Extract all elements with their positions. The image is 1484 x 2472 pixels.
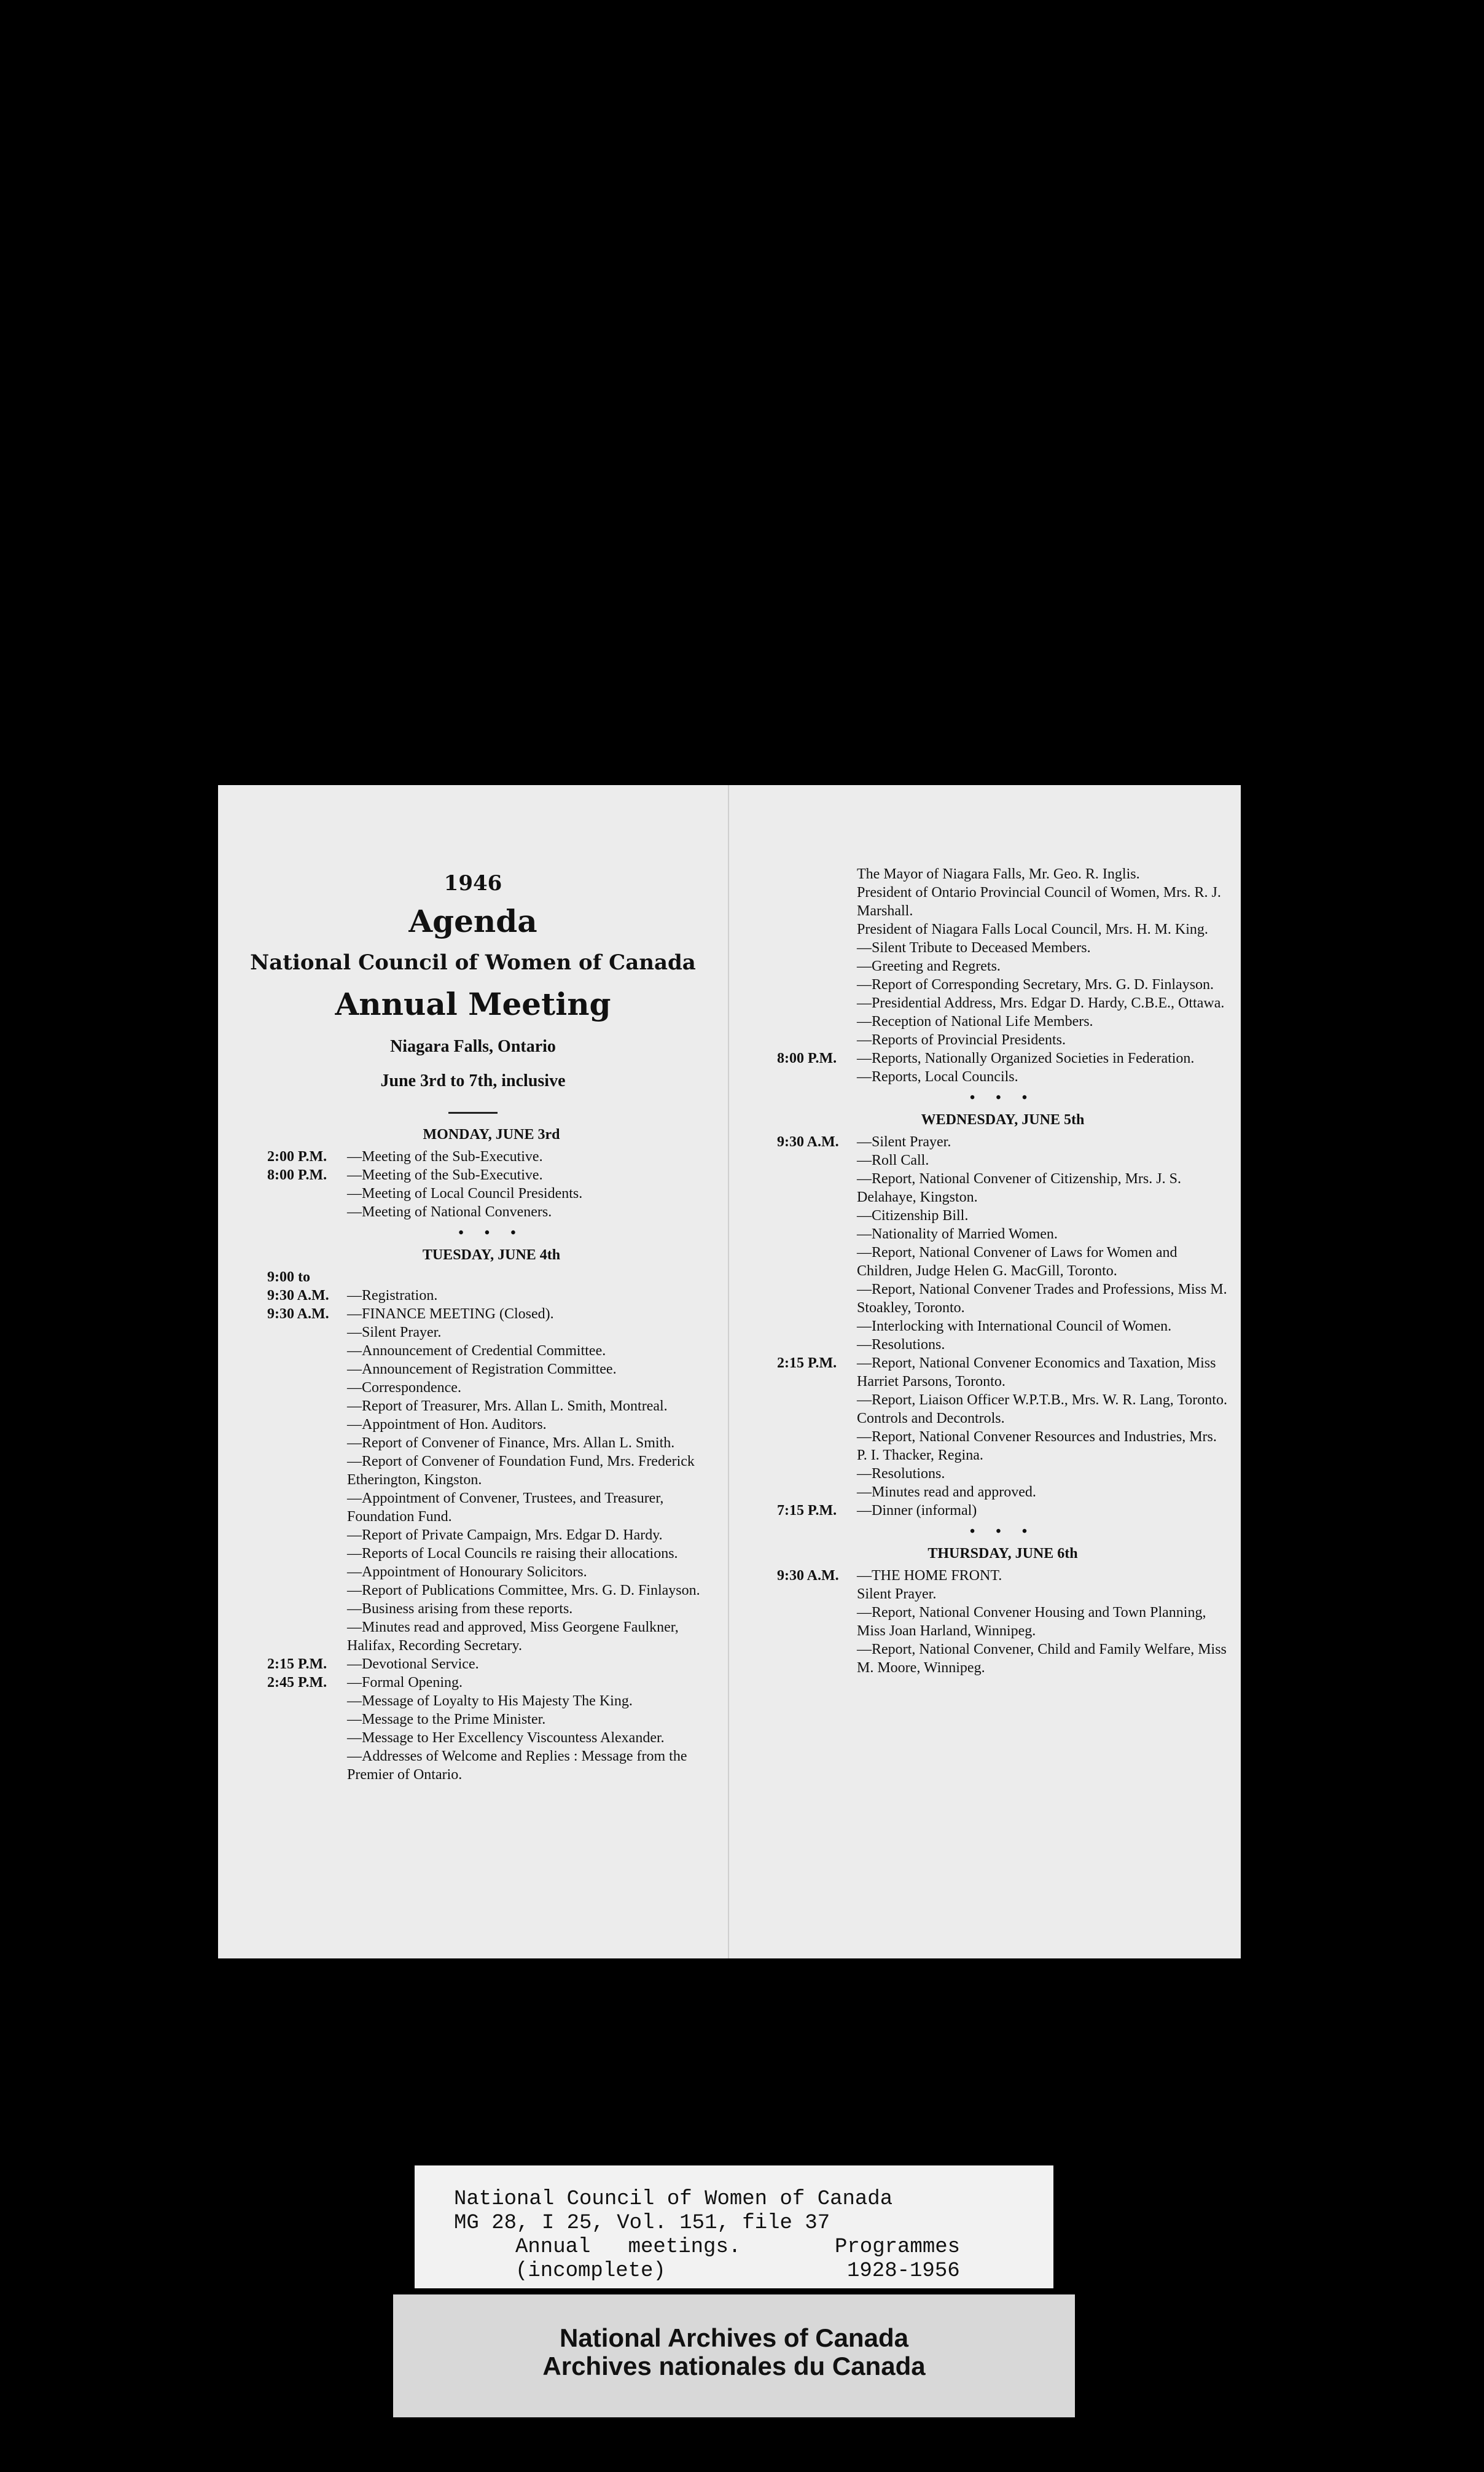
section-divider: • • • — [969, 1090, 1036, 1106]
agenda-time — [777, 883, 857, 920]
agenda-row — [267, 1729, 716, 1747]
agenda-row — [777, 1501, 1228, 1520]
agenda-item: —Report of Treasurer, Mrs. Allan L. Smith, Montreal. — [347, 1398, 668, 1414]
agenda-row — [777, 1133, 1228, 1151]
agenda-item: —Business arising from these reports. — [347, 1601, 573, 1617]
agenda-item: —Report of Publications Committee, Mrs. G. D. Finlayson. — [347, 1582, 700, 1598]
meeting-dates: June 3rd to 7th, inclusive — [380, 1071, 566, 1090]
agenda-time: 9:30 A.M. — [777, 1568, 839, 1584]
agenda-row — [777, 1243, 1228, 1280]
agenda-row — [267, 1397, 716, 1415]
right-agenda-body — [777, 865, 1228, 1677]
agenda-row — [267, 1184, 716, 1203]
agenda-time — [777, 976, 857, 994]
section-divider: • • • — [458, 1225, 525, 1241]
thursday-schedule — [777, 1567, 1228, 1677]
archives-name-en: National Archives of Canada — [560, 2323, 908, 2352]
agenda-time — [777, 1031, 857, 1049]
agenda-row — [777, 1354, 1228, 1391]
agenda-row — [777, 1603, 1228, 1640]
organization-name: National Council of Women of Canada — [250, 950, 696, 975]
agenda-item: —Message of Loyalty to His Majesty The King. — [347, 1693, 633, 1709]
wednesday-schedule — [777, 1133, 1228, 1520]
agenda-time: 9:00 to — [267, 1269, 310, 1285]
agenda-time — [777, 994, 857, 1012]
agenda-time: 8:00 P.M. — [777, 1050, 837, 1066]
agenda-item: —Meeting of Local Council Presidents. — [347, 1186, 583, 1202]
agenda-time — [777, 1225, 857, 1243]
agenda-item: —Report, National Convener Housing and Town Planning, Miss Joan Harland, Winnipeg. — [857, 1605, 1206, 1639]
agenda-row — [777, 883, 1228, 920]
agenda-time — [777, 1068, 857, 1086]
agenda-time — [267, 1600, 347, 1618]
agenda-row — [777, 1049, 1228, 1068]
label-line-3-right: Programmes — [835, 2235, 961, 2259]
agenda-row — [267, 1323, 716, 1342]
label-line-2: MG 28, I 25, Vol. 151, file 37 — [454, 2212, 830, 2235]
agenda-time — [267, 1415, 347, 1434]
agenda-item: Silent Prayer. — [857, 1586, 937, 1602]
archives-stamp — [393, 2294, 1075, 2417]
tuesday-schedule — [267, 1268, 716, 1784]
agenda-row — [777, 920, 1228, 939]
agenda-row — [777, 1012, 1228, 1031]
agenda-row — [267, 1489, 716, 1526]
agenda-time — [777, 1243, 857, 1280]
agenda-row — [777, 994, 1228, 1012]
agenda-item: —Reports of Provincial Presidents. — [857, 1032, 1066, 1048]
agenda-time — [777, 865, 857, 883]
annual-meeting-title: Annual Meeting — [335, 986, 611, 1022]
agenda-item: —Minutes read and approved, Miss Georgene Faulkner, Halifax, Recording Secretary. — [347, 1619, 679, 1654]
agenda-item: —Resolutions. — [857, 1466, 945, 1482]
agenda-time — [267, 1581, 347, 1600]
agenda-row — [777, 1207, 1228, 1225]
agenda-time — [777, 1465, 857, 1483]
agenda-time — [267, 1544, 347, 1563]
agenda-item: —Citizenship Bill. — [857, 1208, 969, 1224]
agenda-time — [267, 1563, 347, 1581]
agenda-row — [777, 1567, 1228, 1585]
agenda-item: —Report, National Convener Trades and Professions, Miss M. Stoakley, Toronto. — [857, 1281, 1227, 1316]
agenda-item: —Addresses of Welcome and Replies : Message from the Premier of Ontario. — [347, 1748, 687, 1783]
agenda-time — [777, 1640, 857, 1677]
agenda-time: 2:15 P.M. — [777, 1355, 837, 1371]
agenda-row — [777, 1585, 1228, 1603]
agenda-row — [777, 1428, 1228, 1465]
agenda-row — [267, 1544, 716, 1563]
agenda-item: —Roll Call. — [857, 1152, 929, 1168]
agenda-item: —Appointment of Convener, Trustees, and Treasurer, Foundation Fund. — [347, 1490, 664, 1525]
agenda-item: —Minutes read and approved. — [857, 1484, 1036, 1500]
agenda-time — [267, 1434, 347, 1452]
agenda-row — [777, 1170, 1228, 1207]
agenda-item: —Report of Corresponding Secretary, Mrs. G. D. Finlayson. — [857, 977, 1214, 993]
agenda-row — [777, 1225, 1228, 1243]
agenda-item — [347, 1268, 716, 1286]
agenda-row — [267, 1166, 716, 1184]
agenda-item: —Report, National Convener of Citizenship, Mrs. J. S. Delahaye, Kingston. — [857, 1171, 1181, 1205]
agenda-time — [267, 1526, 347, 1544]
agenda-row — [267, 1379, 716, 1397]
agenda-item: —Correspondence. — [347, 1380, 461, 1396]
agenda-time — [777, 1012, 857, 1031]
archive-file-label — [415, 2165, 1053, 2288]
agenda-time — [777, 1603, 857, 1640]
agenda-item: —Formal Opening. — [347, 1675, 463, 1691]
agenda-item: —Nationality of Married Women. — [857, 1226, 1058, 1242]
agenda-row — [777, 1391, 1228, 1428]
agenda-row — [267, 1673, 716, 1692]
agenda-item: —Greeting and Regrets. — [857, 958, 1001, 974]
agenda-row — [267, 1692, 716, 1710]
agenda-row — [267, 1563, 716, 1581]
agenda-time — [267, 1710, 347, 1729]
section-divider: • • • — [969, 1523, 1036, 1539]
agenda-item: —Devotional Service. — [347, 1656, 479, 1672]
agenda-row — [777, 976, 1228, 994]
agenda-item: —Report, National Convener Economics and Taxation, Miss Harriet Parsons, Toronto. — [857, 1355, 1216, 1390]
agenda-time: 2:45 P.M. — [267, 1675, 327, 1691]
agenda-row — [777, 1280, 1228, 1317]
agenda-item: —Announcement of Credential Committee. — [347, 1343, 606, 1359]
agenda-row — [267, 1415, 716, 1434]
agenda-document — [218, 785, 1241, 1958]
agenda-row — [777, 1068, 1228, 1086]
meeting-place: Niagara Falls, Ontario — [390, 1037, 556, 1056]
agenda-row — [267, 1360, 716, 1379]
agenda-row — [777, 1465, 1228, 1483]
agenda-time — [777, 1428, 857, 1465]
agenda-item: —Silent Tribute to Deceased Members. — [857, 940, 1091, 956]
agenda-row — [777, 1031, 1228, 1049]
agenda-row — [267, 1268, 716, 1286]
agenda-item: —Appointment of Hon. Auditors. — [347, 1417, 547, 1433]
agenda-time — [267, 1692, 347, 1710]
agenda-time — [777, 1317, 857, 1336]
monday-heading: MONDAY, JUNE 3rd — [423, 1127, 560, 1143]
agenda-row — [777, 865, 1228, 883]
agenda-item: President of Niagara Falls Local Council, Mrs. H. M. King. — [857, 921, 1208, 937]
agenda-row — [267, 1434, 716, 1452]
agenda-item: —Report, Liaison Officer W.P.T.B., Mrs. W. R. Lang, Toronto. Controls and Decontrols. — [857, 1392, 1227, 1426]
agenda-row — [267, 1600, 716, 1618]
agenda-time — [777, 1391, 857, 1428]
agenda-title: Agenda — [408, 903, 537, 939]
agenda-item: —Report of Private Campaign, Mrs. Edgar D. Hardy. — [347, 1527, 663, 1543]
agenda-row — [777, 1640, 1228, 1677]
monday-schedule — [267, 1148, 716, 1221]
agenda-row — [267, 1581, 716, 1600]
agenda-item: —Message to Her Excellency Viscountess Alexander. — [347, 1730, 665, 1746]
agenda-item: —Appointment of Honourary Solicitors. — [347, 1564, 587, 1580]
agenda-time — [267, 1323, 347, 1342]
agenda-row — [267, 1286, 716, 1305]
agenda-time — [777, 1170, 857, 1207]
agenda-item: —Silent Prayer. — [857, 1134, 951, 1150]
agenda-time: 8:00 P.M. — [267, 1167, 327, 1183]
agenda-item: —Meeting of National Conveners. — [347, 1204, 552, 1220]
agenda-item: —Reports of Local Councils re raising their allocations. — [347, 1546, 678, 1562]
agenda-time — [777, 1207, 857, 1225]
agenda-item: —Reports, Nationally Organized Societies in Federation. — [857, 1050, 1195, 1066]
agenda-item: —Reception of National Life Members. — [857, 1014, 1093, 1030]
agenda-time — [267, 1342, 347, 1360]
agenda-item: —Silent Prayer. — [347, 1324, 442, 1340]
tuesday-continued-schedule — [777, 865, 1228, 1086]
agenda-item: President of Ontario Provincial Council of Women, Mrs. R. J. Marshall. — [857, 885, 1221, 919]
agenda-time — [777, 1336, 857, 1354]
agenda-item: —Announcement of Registration Committee. — [347, 1361, 617, 1377]
agenda-time: 2:00 P.M. — [267, 1149, 327, 1165]
agenda-item: —Reports, Local Councils. — [857, 1069, 1018, 1085]
agenda-row — [267, 1342, 716, 1360]
agenda-item: —Registration. — [347, 1288, 438, 1304]
agenda-time: 9:30 A.M. — [267, 1306, 329, 1322]
agenda-row — [777, 1336, 1228, 1354]
agenda-header — [218, 871, 728, 1114]
label-line-4-left: (incomplete) — [515, 2259, 666, 2283]
agenda-row — [267, 1710, 716, 1729]
label-line-1: National Council of Women of Canada — [454, 2188, 893, 2211]
thursday-heading: THURSDAY, JUNE 6th — [928, 1546, 1078, 1562]
agenda-row — [267, 1618, 716, 1655]
agenda-item: —Message to the Prime Minister. — [347, 1711, 546, 1727]
agenda-item: —Resolutions. — [857, 1337, 945, 1353]
agenda-row — [267, 1526, 716, 1544]
agenda-row — [267, 1655, 716, 1673]
agenda-item: —Report of Convener of Finance, Mrs. Allan L. Smith. — [347, 1435, 675, 1451]
agenda-time — [777, 1280, 857, 1317]
agenda-time — [777, 939, 857, 957]
center-fold — [728, 785, 729, 1958]
agenda-time — [267, 1489, 347, 1526]
agenda-row — [777, 939, 1228, 957]
agenda-time — [267, 1203, 347, 1221]
agenda-time: 9:30 A.M. — [267, 1288, 329, 1304]
agenda-row — [777, 1151, 1228, 1170]
agenda-time — [777, 920, 857, 939]
agenda-time — [777, 1585, 857, 1603]
agenda-time: 9:30 A.M. — [777, 1134, 839, 1150]
agenda-row — [267, 1452, 716, 1489]
agenda-item: —Report, National Convener of Laws for Women and Children, Judge Helen G. MacGill, Toronto. — [857, 1245, 1177, 1279]
agenda-time — [267, 1360, 347, 1379]
agenda-time: 2:15 P.M. — [267, 1656, 327, 1672]
agenda-time — [267, 1379, 347, 1397]
left-agenda-body — [267, 1122, 716, 1784]
agenda-time — [267, 1729, 347, 1747]
tuesday-heading: TUESDAY, JUNE 4th — [422, 1247, 561, 1263]
agenda-row — [777, 1483, 1228, 1501]
agenda-time — [267, 1618, 347, 1655]
agenda-item: —Report, National Convener, Child and Family Welfare, Miss M. Moore, Winnipeg. — [857, 1641, 1227, 1676]
label-line-3-left: Annual meetings. — [515, 2235, 741, 2259]
agenda-time — [777, 957, 857, 976]
agenda-row — [777, 1317, 1228, 1336]
agenda-item: —Dinner (informal) — [857, 1503, 977, 1519]
agenda-item: —Presidential Address, Mrs. Edgar D. Hardy, C.B.E., Ottawa. — [857, 995, 1225, 1011]
agenda-item: —Report, National Convener Resources and Industries, Mrs. P. I. Thacker, Regina. — [857, 1429, 1217, 1463]
agenda-item: —Meeting of the Sub-Executive. — [347, 1167, 543, 1183]
agenda-time — [267, 1184, 347, 1203]
agenda-row — [267, 1305, 716, 1323]
agenda-time — [267, 1747, 347, 1784]
agenda-time — [777, 1483, 857, 1501]
agenda-item: —Meeting of the Sub-Executive. — [347, 1149, 543, 1165]
archives-name-fr: Archives nationales du Canada — [542, 2352, 926, 2380]
agenda-time: 7:15 P.M. — [777, 1503, 837, 1519]
agenda-row — [267, 1747, 716, 1784]
agenda-item: —THE HOME FRONT. — [857, 1568, 1002, 1584]
agenda-row — [777, 957, 1228, 976]
agenda-time — [777, 1151, 857, 1170]
agenda-row — [267, 1203, 716, 1221]
agenda-time — [267, 1452, 347, 1489]
header-rule — [448, 1112, 498, 1114]
agenda-item: —Report of Convener of Foundation Fund, Mrs. Frederick Etherington, Kingston. — [347, 1453, 695, 1488]
wednesday-heading: WEDNESDAY, JUNE 5th — [921, 1112, 1085, 1128]
agenda-row — [267, 1148, 716, 1166]
agenda-time — [267, 1397, 347, 1415]
year: 1946 — [443, 871, 502, 896]
label-line-4-right: 1928-1956 — [847, 2259, 960, 2283]
agenda-item: The Mayor of Niagara Falls, Mr. Geo. R. Inglis. — [857, 866, 1140, 882]
agenda-item: —FINANCE MEETING (Closed). — [347, 1306, 554, 1322]
agenda-item: —Interlocking with International Council of Women. — [857, 1318, 1172, 1334]
